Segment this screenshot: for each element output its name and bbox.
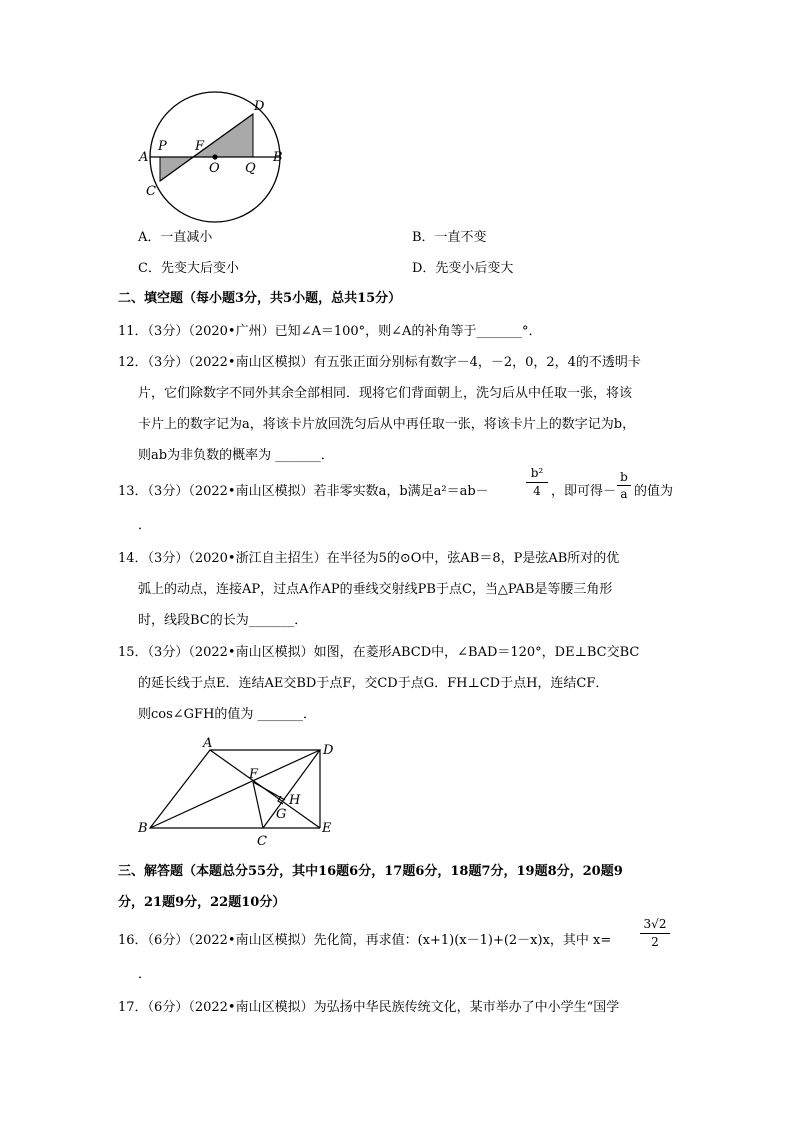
- question-17: 17．（6分）（2022•南山区模拟）为弘扬中华民族传统文化，某市举办了中小学生“国学: [118, 1000, 620, 1015]
- question-13-prefix: 13．（3分）（2022•南山区模拟）若非零实数a，b满足a²＝ab－: [118, 484, 489, 499]
- question-12-line-2: 片，它们除数字不同外其余全部相同．现将它们背面朝上，洗匀后从中任取一张，将该: [138, 386, 633, 401]
- fig1-label-D: D: [254, 99, 265, 114]
- question-15-line-3: 则cos∠GFH的值为 _______．: [138, 707, 317, 722]
- question-16: 16．（6分）（2022•南山区模拟）先化简，再求值：(x+1)(x－1)+(2－x)x，其中 x=: [118, 933, 612, 948]
- question-15-line-2: 的延长线于点E．连结AE交BD于点F，交CD于点G．FH⊥CD于点H，连结CF．: [138, 676, 609, 691]
- fig2-label-G: G: [276, 807, 287, 822]
- fig1-label-Q: Q: [245, 161, 256, 176]
- section-2-title: 二、填空题（每小题3分，共5小题，总共15分）: [118, 291, 402, 306]
- q16-fraction-denominator: 2: [651, 935, 659, 949]
- question-13-line-2: ．: [138, 518, 152, 533]
- q16-fraction: [640, 917, 670, 950]
- option-d: D．先变小后变大: [412, 261, 514, 276]
- q13-fraction-1-numerator: b²: [530, 466, 544, 480]
- fig1-label-F: F: [195, 139, 205, 154]
- fig2-label-C: C: [257, 834, 267, 849]
- fig2-label-D: D: [323, 743, 334, 758]
- question-12-line-1: 12．（3分）（2022•南山区模拟）有五张正面分别标有数字－4，－2，0，2，4的不透明卡: [118, 355, 641, 370]
- question-13-suffix: 的值为: [634, 484, 674, 499]
- fig2-label-A: A: [203, 736, 213, 751]
- q13-fraction-2-numerator: b: [620, 470, 628, 484]
- question-15-line-1: 15．（3分）（2022•南山区模拟）如图，在菱形ABCD中，∠BAD＝120°，DE⊥BC交BC: [118, 645, 640, 660]
- option-a: A．一直减小: [138, 230, 213, 245]
- fig1-label-P: P: [158, 139, 167, 154]
- fig2-label-E: E: [322, 821, 332, 836]
- fig2-label-F: F: [249, 767, 259, 782]
- q13-fraction-1-denominator: 4: [533, 484, 541, 498]
- question-14-line-1: 14．（3分）（2020•浙江自主招生）在半径为5的⊙O中，弦AB＝8，P是弦AB所对的优: [118, 551, 620, 566]
- fig1-label-C: C: [146, 184, 156, 199]
- q13-fraction-2-denominator: a: [620, 487, 628, 501]
- section-3-title-line-1: 三、解答题（本题总分55分，其中16题6分，17题6分，18题7分，19题8分，20题9: [118, 864, 623, 879]
- section-3-title-line-2: 分，21题9分，22题10分）: [118, 895, 286, 910]
- question-16-line-2: ．: [138, 967, 152, 982]
- fig2-label-B: B: [138, 821, 148, 836]
- fig1-label-O: O: [209, 161, 220, 176]
- question-12-line-4: 则ab为非负数的概率为 _______．: [138, 448, 334, 463]
- question-11: 11．（3分）（2020•广州）已知∠A＝100°，则∠A的补角等于_______°．: [118, 324, 542, 339]
- fig1-label-A: A: [139, 150, 149, 165]
- question-13-middle: ，即可得－: [551, 484, 617, 499]
- option-c: C．先变大后变小: [138, 261, 239, 276]
- question-14-line-3: 时，线段BC的长为_______．: [138, 613, 308, 628]
- question-14-line-2: 弧上的动点，连接AP，过点A作AP的垂线交射线PB于点C，当△PAB是等腰三角形: [138, 582, 613, 597]
- fig2-label-H: H: [289, 793, 301, 808]
- question-12-line-3: 卡片上的数字记为a，将该卡片放回洗匀后从中再任取一张，将该卡片上的数字记为b，: [138, 417, 636, 432]
- fig1-label-B: B: [273, 150, 283, 165]
- option-b: B．一直不变: [412, 230, 487, 245]
- q16-fraction-numerator: 3√2: [643, 917, 667, 931]
